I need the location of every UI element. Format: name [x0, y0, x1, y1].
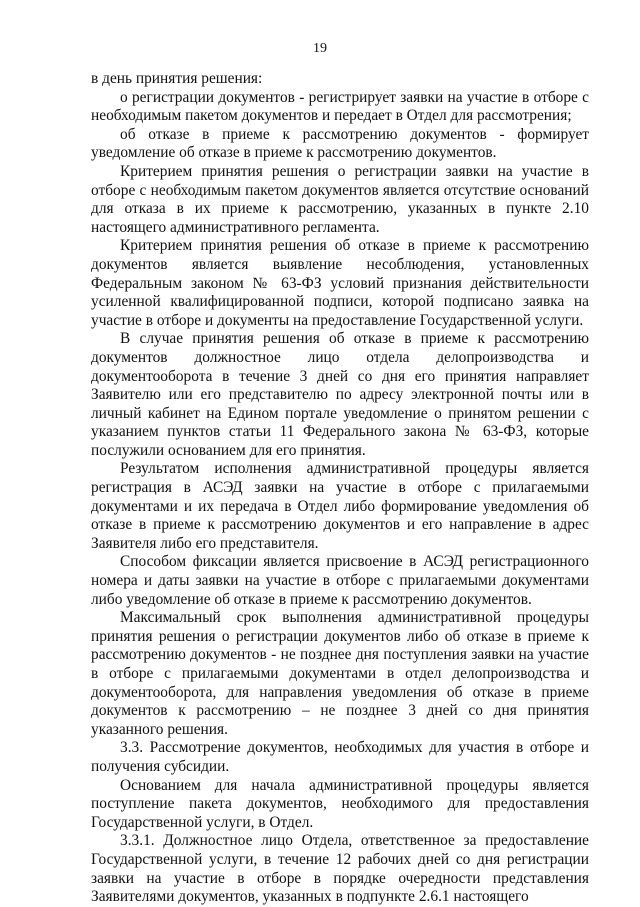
- paragraph-procedure-basis: Основанием для начала административной процедуры является поступление пакета документов, необходимого для предоставления Государственной услуги, в Отдел.: [91, 776, 589, 831]
- paragraph-refusal-notification: В случае принятия решения об отказе в приеме к рассмотрению документов должностное лицо отдела делопроизводства и документооборота в течение 3 дней со дня его принятия направляет Заявителю или его представителю по адресу электронной почты или в личный кабинет на Едином портале уведомление о принятом решении с указанием пунктов статьи 11 Федерального закона № 63-ФЗ, которые послужили основанием для его принятия.: [91, 330, 589, 459]
- paragraph-3-3-1: 3.3.1. Должностное лицо Отдела, ответственное за предоставление Государственной услуги, в течение 12 рабочих дней со дня регистрации заявки на участие в отборе в порядке очередности представления Заявителями документов, указанных в подпункте 2.6.1 настоящего: [91, 832, 589, 906]
- document-body: [91, 70, 589, 907]
- paragraph-intro: в день принятия решения:: [91, 70, 263, 87]
- paragraph-registration: о регистрации документов - регистрирует заявки на участие в отборе с необходимым пакетом документов и передает в Отдел для рассмотрения;: [91, 88, 589, 125]
- paragraph-refusal-criterion: Критерием принятия решения об отказе в приеме к рассмотрению документов является выявление несоблюдения, установленных Федеральным законом № 63-ФЗ условий признания действительности усиленной квалифицированной подписи, которой подписано заявка на участие в отборе и документы на предоставление Государственной услуги.: [91, 237, 589, 329]
- paragraph-registration-criterion: Критерием принятия решения о регистрации заявки на участие в отборе с необходимым пакетом документов является отсутствие оснований для отказа в их приеме к рассмотрению, указанных в пункте 2.10 настоящего административного регламента.: [91, 162, 589, 236]
- paragraph-max-term: Максимальный срок выполнения административной процедуры принятия решения о регистрации документов либо об отказе в приеме к рассмотрению документов - не позднее дня поступления заявки на участие в отборе с прилагаемыми документами в отдел делопроизводства и документооборота, для направления уведомления об отказе в приеме документов к рассмотрению – не позднее 3 дней со дня принятия указанного решения.: [91, 609, 589, 738]
- paragraph-procedure-result: Результатом исполнения административной процедуры является регистрация в АСЭД заявки на участие в отборе с прилагаемыми документами и их передача в Отдел либо формирование уведомления об отказе в приеме к рассмотрению документов и его направление в адрес Заявителя либо его представителя.: [91, 460, 589, 552]
- section-heading-3-3: 3.3. Рассмотрение документов, необходимых для участия в отборе и получения субсидии.: [91, 739, 589, 775]
- page-number: 19: [313, 41, 327, 56]
- paragraph-fixation-method: Способом фиксации является присвоение в АСЭД регистрационного номера и даты заявки на участие в отборе с прилагаемыми документами либо уведомление об отказе в приеме к рассмотрению документов.: [91, 553, 589, 608]
- paragraph-refusal: об отказе в приеме к рассмотрению документов - формирует уведомление об отказе в приеме к рассмотрению документов.: [91, 125, 589, 162]
